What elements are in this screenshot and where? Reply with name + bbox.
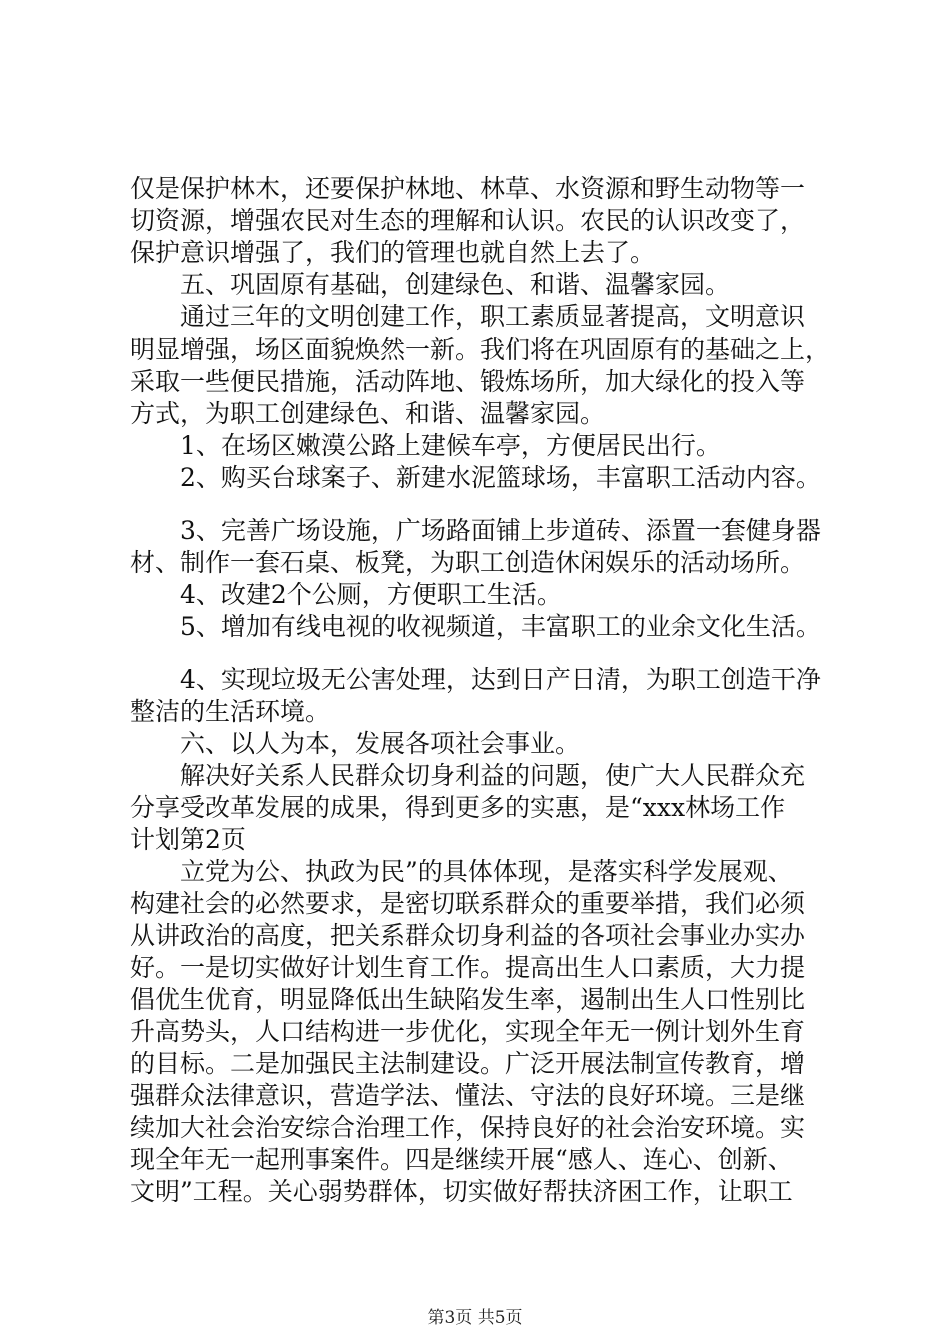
text-line: 续加大社会治安综合治理工作，保持良好的社会治安环境。实 (130, 1113, 806, 1142)
section-heading: 六、以人为本，发展各项社会事业。 (180, 729, 581, 758)
text-line: 采取一些便民措施，活动阵地、锻炼场所，加大绿化的投入等 (130, 367, 806, 396)
text-line: 整洁的生活环境。 (130, 697, 331, 726)
text-line: 立党为公、执政为民”的具体体现，是落实科学发展观、 (180, 857, 793, 886)
list-item: 4、改建2个公厕，方便职工生活。 (180, 580, 562, 609)
text-line: 通过三年的文明创建工作，职工素质显著提高，文明意识 (180, 302, 806, 331)
section-heading: 五、巩固原有基础，创建绿色、和谐、温馨家园。 (180, 270, 731, 299)
text-line: 方式，为职工创建绿色、和谐、温馨家园。 (130, 399, 606, 428)
text-line: 构建社会的必然要求，是密切联系群众的重要举措，我们必须 (130, 889, 806, 918)
text-line: 倡优生优育，明显降低出生缺陷发生率，遏制出生人口性别比 (130, 985, 806, 1014)
page-footer: 第3页 共5页 (427, 1308, 523, 1328)
text-line: 的目标。二是加强民主法制建设。广泛开展法制宣传教育，增 (130, 1049, 806, 1078)
list-item: 4、实现垃圾无公害处理，达到日产日清，为职工创造干净 (180, 665, 821, 694)
text-line: 保护意识增强了，我们的管理也就自然上去了。 (130, 238, 656, 267)
text-line: 从讲政治的高度，把关系群众切身利益的各项社会事业办实办 (130, 921, 806, 950)
text-line: 计划第2页 (130, 825, 246, 854)
text-line: 分享受改革发展的成果，得到更多的实惠，是“xxx林场工作 (130, 793, 786, 822)
text-line: 好。一是切实做好计划生育工作。提高出生人口素质，大力提 (130, 953, 806, 982)
text-line: 材、制作一套石桌、板凳，为职工创造休闲娱乐的活动场所。 (130, 548, 806, 577)
list-item: 1、在场区嫩漠公路上建候车亭，方便居民出行。 (180, 431, 721, 460)
text-line: 现全年无一起刑事案件。四是继续开展“感人、连心、创新、 (130, 1145, 793, 1174)
text-line: 仅是保护林木，还要保护林地、林草、水资源和野生动物等一 (130, 174, 806, 203)
list-item: 5、增加有线电视的收视频道，丰富职工的业余文化生活。 (180, 612, 821, 641)
list-item: 3、完善广场设施，广场路面铺上步道砖、添置一套健身器 (180, 516, 821, 545)
text-line: 解决好关系人民群众切身利益的问题，使广大人民群众充 (180, 761, 806, 790)
text-line: 强群众法律意识，营造学法、懂法、守法的良好环境。三是继 (130, 1081, 806, 1110)
text-line: 切资源，增强农民对生态的理解和认识。农民的认识改变了， (130, 206, 806, 235)
list-item: 2、购买台球案子、新建水泥篮球场，丰富职工活动内容。 (180, 463, 821, 492)
text-line: 升高势头，人口结构进一步优化，实现全年无一例计划外生育 (130, 1017, 806, 1046)
text-line: 文明”工程。关心弱势群体，切实做好帮扶济困工作，让职工 (130, 1177, 793, 1206)
text-line: 明显增强，场区面貌焕然一新。我们将在巩固原有的基础之上， (130, 335, 831, 364)
